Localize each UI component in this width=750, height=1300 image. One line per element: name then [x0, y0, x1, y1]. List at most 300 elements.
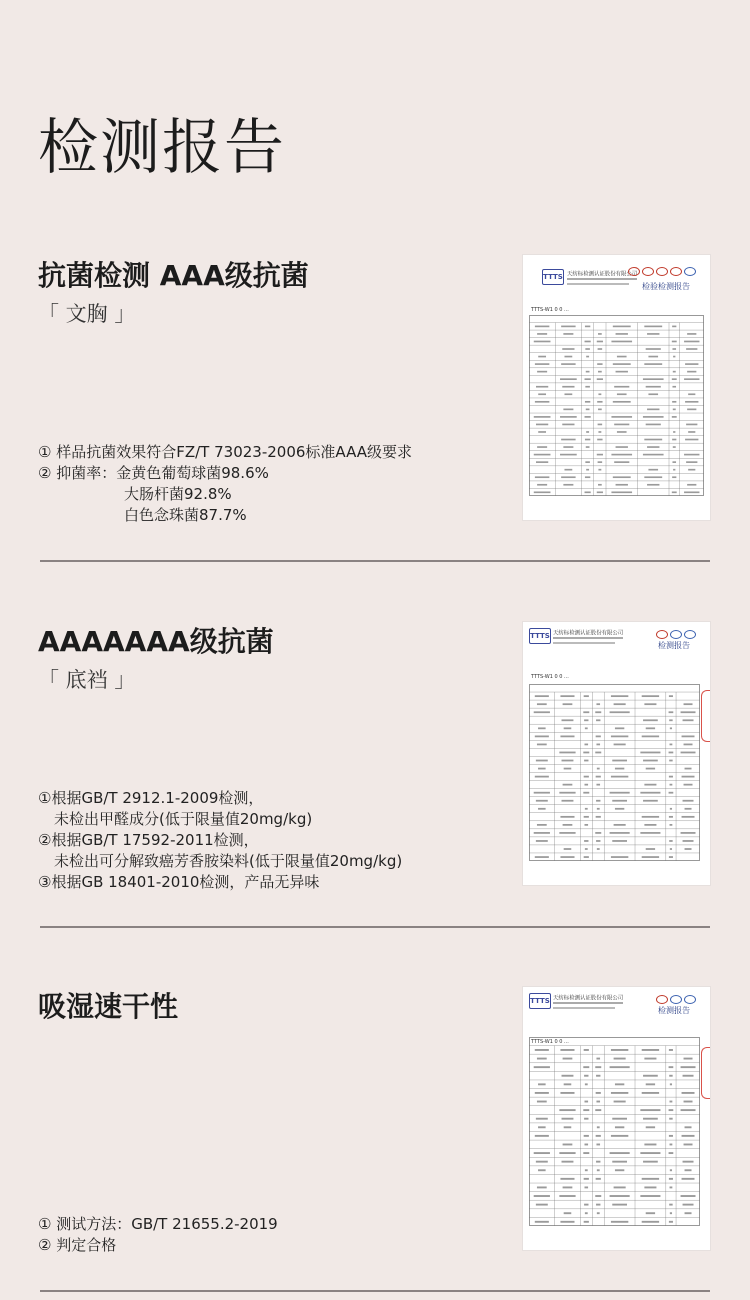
- table-cell-text: [595, 1195, 601, 1197]
- table-cell-text: [559, 752, 575, 754]
- table-cell-text: [612, 1161, 627, 1163]
- table-cell-text: [538, 431, 546, 433]
- table-cell-text: [669, 760, 672, 762]
- table-cell-text: [684, 454, 699, 456]
- table-cell-text: [538, 1083, 546, 1085]
- table-cell-text: [597, 808, 600, 810]
- table-cell-text: [583, 1109, 589, 1111]
- table-cell-text: [596, 1204, 600, 1206]
- table-cell-text: [613, 476, 631, 478]
- table-cell-text: [585, 326, 590, 328]
- table-cell-text: [684, 491, 699, 493]
- report-table-grid: [529, 315, 704, 496]
- table-cell-text: [643, 378, 664, 380]
- table-cell-text: [610, 1066, 630, 1068]
- table-cell-text: [615, 1169, 624, 1171]
- table-cell-text: [682, 816, 695, 818]
- table-cell-text: [683, 719, 694, 721]
- table-cell-text: [560, 1221, 574, 1223]
- table-cell-text: [537, 333, 547, 335]
- table-cell-text: [596, 1178, 601, 1180]
- table-cell-text: [669, 816, 673, 818]
- table-cell-text: [563, 409, 573, 411]
- table-cell-text: [673, 409, 676, 411]
- table-cell-text: [670, 727, 672, 729]
- table-cell-text: [687, 333, 696, 335]
- table-cell-text: [583, 752, 589, 754]
- table-cell-text: [538, 727, 546, 729]
- note-line: 未检出可分解致癌芳香胺染料(低于限量值20mg/kg): [54, 852, 403, 870]
- table-cell-text: [610, 1195, 630, 1197]
- table-cell-text: [614, 1101, 626, 1103]
- table-cell-text: [688, 431, 695, 433]
- table-cell-text: [586, 469, 589, 471]
- table-cell-text: [596, 719, 600, 721]
- table-cell-text: [560, 856, 574, 858]
- table-cell-text: [615, 808, 624, 810]
- table-cell-text: [559, 1152, 575, 1154]
- table-cell-text: [611, 1135, 628, 1137]
- table-cell-text: [538, 356, 546, 358]
- table-cell-text: [598, 371, 602, 373]
- table-cell-text: [685, 808, 692, 810]
- table-cell-text: [534, 1195, 550, 1197]
- table-cell-text: [535, 326, 549, 328]
- table-cell-text: [562, 1161, 574, 1163]
- table-cell-text: [614, 1186, 626, 1188]
- report-number: TTTS-W1 0 0 ...: [531, 307, 569, 313]
- test-report-thumbnail: [523, 987, 710, 1250]
- table-cell-text: [536, 800, 548, 802]
- seal-icon: [670, 995, 682, 1004]
- table-cell-text: [611, 735, 628, 737]
- table-cell-text: [612, 800, 627, 802]
- table-cell-text: [672, 378, 677, 380]
- report-org: 天纺标检测认证股份有限公司: [567, 270, 638, 278]
- table-cell-text: [584, 1186, 588, 1188]
- report-header: [523, 622, 710, 682]
- report-table-grid: [529, 684, 700, 861]
- table-cell-text: [537, 446, 547, 448]
- table-cell-text: [585, 1212, 588, 1214]
- table-cell-text: [642, 856, 659, 858]
- table-cell-text: [562, 386, 574, 388]
- table-cell-text: [646, 348, 661, 350]
- seal-icon: [684, 995, 696, 1004]
- table-cell-text: [615, 727, 624, 729]
- table-cell-text: [648, 393, 658, 395]
- section-subtitle: 「 文胸 」: [38, 302, 136, 326]
- table-cell-text: [597, 378, 603, 380]
- table-cell-text: [536, 1161, 548, 1163]
- report-org-line: [567, 278, 637, 280]
- table-cell-text: [616, 371, 628, 373]
- table-cell-text: [613, 326, 631, 328]
- table-cell-text: [564, 768, 572, 770]
- table-cell-text: [534, 1152, 550, 1154]
- table-cell-text: [538, 768, 546, 770]
- table-cell-text: [640, 1109, 660, 1111]
- table-cell-text: [673, 356, 675, 358]
- table-cell-text: [583, 1066, 589, 1068]
- seam-stamp: [701, 690, 710, 742]
- table-cell-text: [684, 1058, 693, 1060]
- table-cell-text: [673, 371, 676, 373]
- table-cell-text: [643, 800, 658, 802]
- table-cell-text: [646, 727, 655, 729]
- table-cell-text: [535, 401, 549, 403]
- table-cell-text: [585, 341, 591, 343]
- table-cell-text: [561, 326, 575, 328]
- table-cell-text: [534, 341, 551, 343]
- table-cell-text: [585, 848, 588, 850]
- table-cell-text: [560, 454, 577, 456]
- report-org-line: [553, 642, 615, 644]
- table-cell-text: [536, 386, 548, 388]
- table-cell-text: [669, 1135, 673, 1137]
- table-cell-text: [584, 784, 588, 786]
- table-cell-text: [598, 461, 603, 463]
- table-cell-text: [536, 1118, 548, 1120]
- table-cell-text: [669, 1204, 672, 1206]
- table-cell-text: [596, 816, 601, 818]
- table-cell-text: [670, 1169, 672, 1171]
- table-cell-text: [585, 348, 590, 350]
- table-cell-text: [564, 356, 572, 358]
- note-line: ② 判定合格: [38, 1236, 117, 1254]
- table-cell-text: [562, 719, 574, 721]
- section-title: 吸湿速干性: [38, 990, 179, 1023]
- certification-seals: [656, 995, 696, 1004]
- table-cell-text: [535, 1049, 549, 1051]
- table-cell-text: [670, 824, 673, 826]
- table-cell-text: [595, 832, 601, 834]
- table-cell-text: [646, 1083, 655, 1085]
- test-report-thumbnail: [523, 622, 710, 885]
- note-line: ② 抑菌率：金黄色葡萄球菌98.6%: [38, 464, 269, 482]
- table-cell-text: [688, 469, 695, 471]
- certification-seals: [656, 630, 696, 639]
- section-subtitle: 「 底裆 」: [38, 668, 136, 692]
- table-cell-text: [647, 409, 659, 411]
- table-cell-text: [585, 461, 590, 463]
- table-cell-text: [614, 424, 629, 426]
- table-cell-text: [672, 386, 676, 388]
- table-cell-text: [683, 800, 694, 802]
- report-org: 天纺标检测认证股份有限公司: [553, 629, 624, 637]
- table-cell-text: [598, 431, 601, 433]
- table-cell-text: [563, 446, 573, 448]
- table-cell-text: [669, 719, 672, 721]
- table-cell-text: [684, 1101, 693, 1103]
- table-cell-text: [686, 348, 697, 350]
- table-cell-text: [685, 439, 698, 441]
- table-cell-text: [559, 1109, 575, 1111]
- report-number: TTTS-W1 0 0 ...: [531, 674, 569, 680]
- report-org: 天纺标检测认证股份有限公司: [553, 994, 624, 1002]
- table-cell-text: [596, 1058, 600, 1060]
- table-cell-text: [669, 1152, 674, 1154]
- table-cell-text: [644, 1058, 656, 1060]
- table-cell-text: [596, 1075, 600, 1077]
- table-cell-text: [597, 1126, 600, 1128]
- table-cell-text: [564, 1212, 572, 1214]
- table-cell-text: [642, 735, 659, 737]
- table-cell-text: [614, 703, 626, 705]
- table-cell-text: [560, 1178, 574, 1180]
- table-cell-text: [560, 816, 574, 818]
- report-table: [529, 684, 700, 861]
- table-cell-text: [611, 695, 628, 697]
- table-cell-text: [642, 695, 659, 697]
- table-cell-text: [646, 386, 661, 388]
- ttts-logo: TTTS: [529, 993, 551, 1009]
- table-cell-text: [534, 1066, 550, 1068]
- table-cell-text: [584, 840, 588, 842]
- seal-icon: [684, 267, 696, 276]
- table-cell-text: [584, 1049, 589, 1051]
- table-cell-text: [583, 711, 589, 713]
- table-cell-text: [670, 744, 673, 746]
- table-cell-text: [534, 711, 550, 713]
- table-cell-text: [534, 416, 551, 418]
- table-cell-text: [585, 727, 588, 729]
- table-cell-text: [673, 469, 675, 471]
- table-cell-text: [648, 469, 658, 471]
- ttts-logo: TTTS: [542, 269, 564, 285]
- table-cell-text: [562, 800, 574, 802]
- report-org-line: [553, 1002, 623, 1004]
- table-cell-text: [669, 1109, 674, 1111]
- table-cell-text: [535, 776, 549, 778]
- table-cell-text: [670, 1212, 672, 1214]
- table-cell-text: [595, 711, 601, 713]
- table-cell-text: [538, 1126, 546, 1128]
- table-cell-text: [644, 703, 656, 705]
- table-cell-text: [646, 424, 661, 426]
- table-cell-text: [647, 484, 659, 486]
- table-cell-text: [534, 454, 551, 456]
- seal-icon: [670, 267, 682, 276]
- table-cell-text: [597, 1169, 600, 1171]
- table-cell-text: [537, 1101, 547, 1103]
- table-cell-text: [672, 326, 676, 328]
- table-cell-text: [584, 744, 588, 746]
- table-cell-text: [681, 1066, 696, 1068]
- table-cell-text: [672, 416, 677, 418]
- table-cell-text: [536, 840, 548, 842]
- table-cell-text: [584, 1178, 589, 1180]
- table-cell-text: [563, 1144, 573, 1146]
- table-cell-text: [598, 333, 602, 335]
- table-cell-text: [561, 363, 575, 365]
- table-cell-text: [563, 1058, 573, 1060]
- table-cell-text: [598, 393, 601, 395]
- table-cell-text: [684, 703, 693, 705]
- table-cell-text: [610, 711, 630, 713]
- table-cell-text: [612, 760, 627, 762]
- table-cell-text: [646, 1126, 655, 1128]
- table-cell-text: [616, 333, 628, 335]
- table-cell-text: [669, 792, 674, 794]
- table-cell-text: [670, 1083, 672, 1085]
- report-org-line: [553, 637, 623, 639]
- table-cell-text: [669, 776, 673, 778]
- table-cell-text: [685, 401, 698, 403]
- table-cell-text: [684, 1144, 693, 1146]
- table-cell-text: [669, 1049, 673, 1051]
- table-cell-text: [670, 784, 673, 786]
- seam-stamp: [701, 1047, 710, 1099]
- table-cell-text: [644, 439, 662, 441]
- table-cell-text: [683, 1204, 694, 1206]
- table-cell-text: [610, 792, 630, 794]
- table-cell-text: [683, 1161, 694, 1163]
- note-line: ①根据GB/T 2912.1-2009检测，: [38, 789, 264, 807]
- table-cell-text: [535, 695, 549, 697]
- table-cell-text: [672, 341, 677, 343]
- table-cell-text: [610, 1152, 630, 1154]
- table-cell-text: [563, 703, 573, 705]
- table-cell-text: [684, 744, 693, 746]
- table-cell-text: [611, 856, 628, 858]
- table-cell-text: [596, 784, 600, 786]
- table-cell-text: [670, 808, 672, 810]
- table-cell-text: [686, 424, 697, 426]
- report-org-line: [553, 1007, 615, 1009]
- table-cell-text: [584, 1101, 588, 1103]
- table-cell-text: [681, 752, 696, 754]
- table-cell-text: [640, 792, 660, 794]
- table-cell-text: [537, 371, 547, 373]
- table-cell-text: [562, 1118, 574, 1120]
- table-cell-text: [583, 792, 589, 794]
- table-cell-text: [598, 484, 602, 486]
- table-cell-text: [585, 491, 591, 493]
- table-cell-text: [643, 1118, 658, 1120]
- table-cell-text: [563, 1186, 573, 1188]
- table-cell-text: [688, 393, 695, 395]
- table-cell-text: [596, 744, 600, 746]
- table-cell-text: [596, 703, 600, 705]
- table-cell-text: [561, 476, 575, 478]
- table-cell-text: [617, 356, 627, 358]
- table-cell-text: [596, 800, 600, 802]
- table-cell-text: [685, 363, 698, 365]
- section-divider: [40, 560, 710, 562]
- table-cell-text: [669, 1075, 672, 1077]
- table-cell-text: [670, 1186, 673, 1188]
- report-table: [529, 315, 704, 496]
- section-divider: [40, 926, 710, 928]
- table-cell-text: [642, 1049, 659, 1051]
- table-cell-text: [597, 848, 600, 850]
- table-cell-text: [535, 1135, 549, 1137]
- table-cell-text: [647, 333, 659, 335]
- table-cell-text: [684, 341, 699, 343]
- seal-icon: [628, 267, 640, 276]
- table-cell-text: [585, 1169, 588, 1171]
- table-cell-text: [560, 1092, 574, 1094]
- table-cell-text: [616, 446, 628, 448]
- table-cell-text: [669, 840, 672, 842]
- table-cell-text: [640, 832, 660, 834]
- table-cell-text: [683, 1075, 694, 1077]
- table-cell-text: [538, 1169, 546, 1171]
- table-cell-text: [564, 1083, 572, 1085]
- table-cell-text: [644, 784, 656, 786]
- table-cell-text: [535, 856, 549, 858]
- table-cell-text: [615, 768, 624, 770]
- table-cell-text: [614, 386, 629, 388]
- table-cell-text: [584, 1204, 588, 1206]
- table-cell-text: [536, 760, 548, 762]
- test-report-thumbnail: [523, 255, 710, 520]
- table-cell-text: [611, 776, 628, 778]
- table-cell-text: [534, 832, 550, 834]
- report-org-line: [567, 283, 629, 285]
- table-cell-text: [682, 1135, 695, 1137]
- note-line: ③根据GB 18401-2010检测，产品无异味: [38, 873, 320, 891]
- table-cell-text: [640, 752, 660, 754]
- table-cell-text: [643, 760, 658, 762]
- table-cell-text: [559, 792, 575, 794]
- table-cell-text: [614, 461, 629, 463]
- seal-icon: [670, 630, 682, 639]
- table-cell-text: [643, 1075, 658, 1077]
- table-cell-text: [682, 735, 695, 737]
- table-cell-text: [560, 735, 574, 737]
- table-cell-text: [536, 424, 548, 426]
- table-cell-text: [684, 378, 699, 380]
- table-cell-text: [584, 1135, 589, 1137]
- table-cell-text: [646, 768, 655, 770]
- table-cell-text: [585, 1083, 588, 1085]
- table-cell-text: [670, 1144, 673, 1146]
- table-cell-text: [596, 1135, 601, 1137]
- table-cell-text: [586, 356, 589, 358]
- seal-icon: [656, 267, 668, 276]
- table-cell-text: [644, 1144, 656, 1146]
- table-cell-text: [537, 484, 547, 486]
- table-cell-text: [642, 1092, 659, 1094]
- table-cell-text: [597, 454, 603, 456]
- table-cell-text: [598, 469, 601, 471]
- table-cell-text: [685, 848, 692, 850]
- table-cell-text: [617, 431, 627, 433]
- table-cell-text: [684, 784, 693, 786]
- table-cell-text: [597, 401, 602, 403]
- report-header: [523, 255, 710, 315]
- table-cell-text: [687, 484, 696, 486]
- table-cell-text: [669, 1221, 673, 1223]
- table-cell-text: [682, 1092, 695, 1094]
- table-cell-text: [584, 816, 589, 818]
- table-cell-text: [586, 446, 590, 448]
- table-cell-text: [560, 1049, 574, 1051]
- table-cell-text: [672, 401, 676, 403]
- table-cell-text: [598, 424, 603, 426]
- report-number: TTTS-W1 0 0 ...: [531, 1039, 569, 1045]
- table-cell-text: [564, 393, 572, 395]
- section-notes: [38, 788, 402, 893]
- table-cell-text: [616, 484, 628, 486]
- table-cell-text: [672, 439, 676, 441]
- table-cell-text: [598, 348, 603, 350]
- table-cell-text: [670, 1101, 673, 1103]
- table-cell-text: [669, 1178, 673, 1180]
- table-cell-text: [614, 824, 626, 826]
